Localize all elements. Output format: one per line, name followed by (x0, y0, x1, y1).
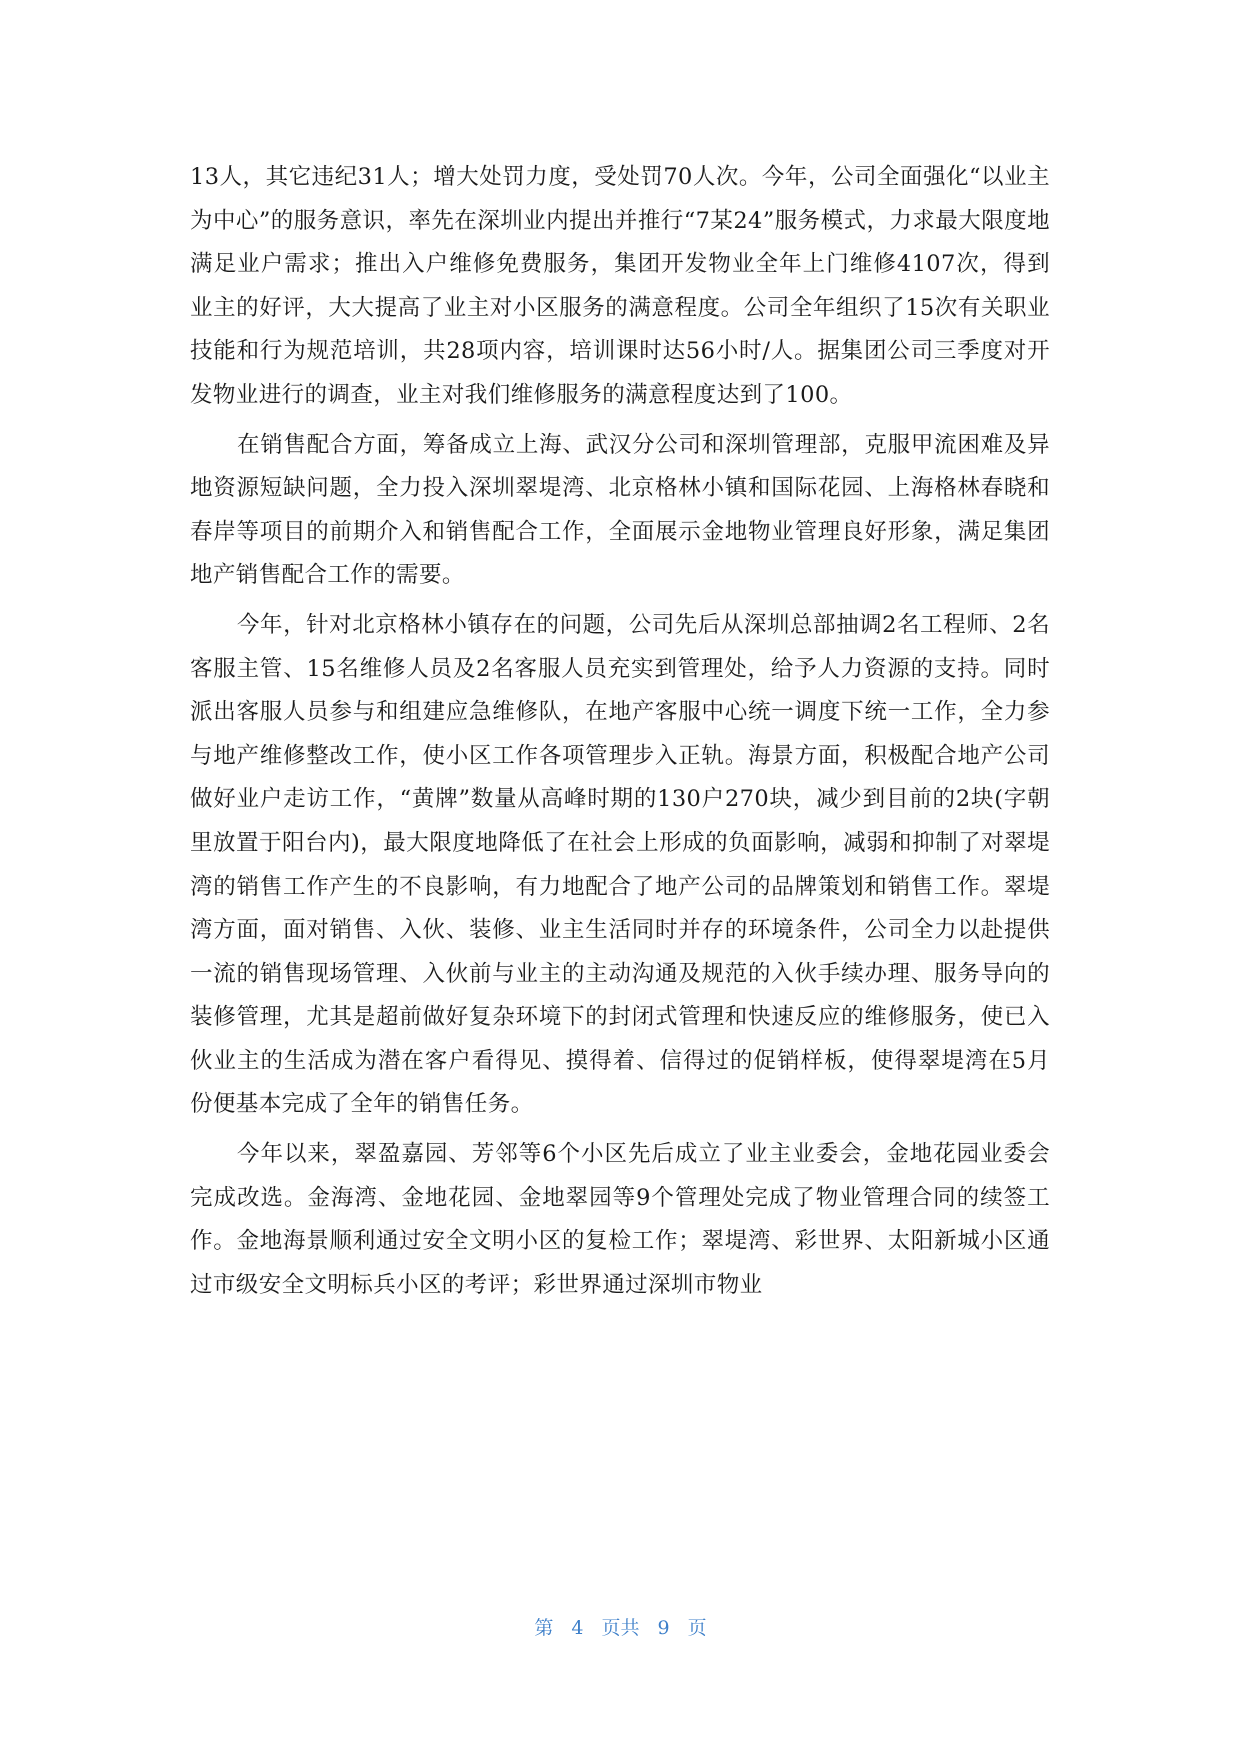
paragraph-1: 13人，其它违纪31人；增大处罚力度，受处罚70人次。今年，公司全面强化“以业主为中心”的服务意识，率先在深圳业内提出并推行“7某24”服务模式，力求最大限度地满足业户需求；推出入户维修免费服务，集团开发物业全年上门维修4107次，得到业主的好评，大大提高了业主对小区服务的满意程度。公司全年组织了15次有关职业技能和行为规范培训，共28项内容，培训课时达56小时/人。据集团公司三季度对开发物业进行的调查，业主对我们维修服务的满意程度达到了100。 (190, 164, 1050, 408)
footer-total-pages: 9 (657, 1617, 670, 1639)
page-footer (0, 1613, 1241, 1640)
footer-label-end: 页 (687, 1617, 707, 1639)
paragraph-3: 今年，针对北京格林小镇存在的问题，公司先后从深圳总部抽调2名工程师、2名客服主管、15名维修人员及2名客服人员充实到管理处，给予人力资源的支持。同时派出客服人员参与和组建应急维修队，在地产客服中心统一调度下统一工作，全力参与地产维修整改工作，使小区工作各项管理步入正轨。海景方面，积极配合地产公司做好业户走访工作，“黄牌”数量从高峰时期的130户270块，减少到目前的2块(字朝里放置于阳台内)，最大限度地降低了在社会上形成的负面影响，减弱和抑制了对翠堤湾的销售工作产生的不良影响，有力地配合了地产公司的品牌策划和销售工作。翠堤湾方面，面对销售、入伙、装修、业主生活同时并存的环境条件，公司全力以赴提供一流的销售现场管理、入伙前与业主的主动沟通及规范的入伙手续办理、服务导向的装修管理，尤其是超前做好复杂环境下的封闭式管理和快速反应的维修服务，使已入伙业主的生活成为潜在客户看得见、摸得着、信得过的促销样板，使得翠堤湾在5月份便基本完成了全年的销售任务。 (190, 611, 1050, 1118)
paragraph-2: 在销售配合方面，筹备成立上海、武汉分公司和深圳管理部，克服甲流困难及异地资源短缺问题，全力投入深圳翠堤湾、北京格林小镇和国际花园、上海格林春晓和春岸等项目的前期介入和销售配合工作，全面展示金地物业管理良好形象，满足集团地产销售配合工作的需要。 (190, 431, 1050, 589)
footer-label-page: 第 (534, 1617, 554, 1639)
paragraph-4: 今年以来，翠盈嘉园、芳邻等6个小区先后成立了业主业委会，金地花园业委会完成改选。金海湾、金地花园、金地翠园等9个管理处完成了物业管理合同的续签工作。金地海景顺利通过安全文明小区的复检工作；翠堤湾、彩世界、太阳新城小区通过市级安全文明标兵小区的考评；彩世界通过深圳市物业 (190, 1141, 1050, 1298)
document-page (190, 156, 1050, 1313)
footer-current-page: 4 (571, 1617, 584, 1639)
footer-label-of: 页共 (601, 1617, 640, 1639)
